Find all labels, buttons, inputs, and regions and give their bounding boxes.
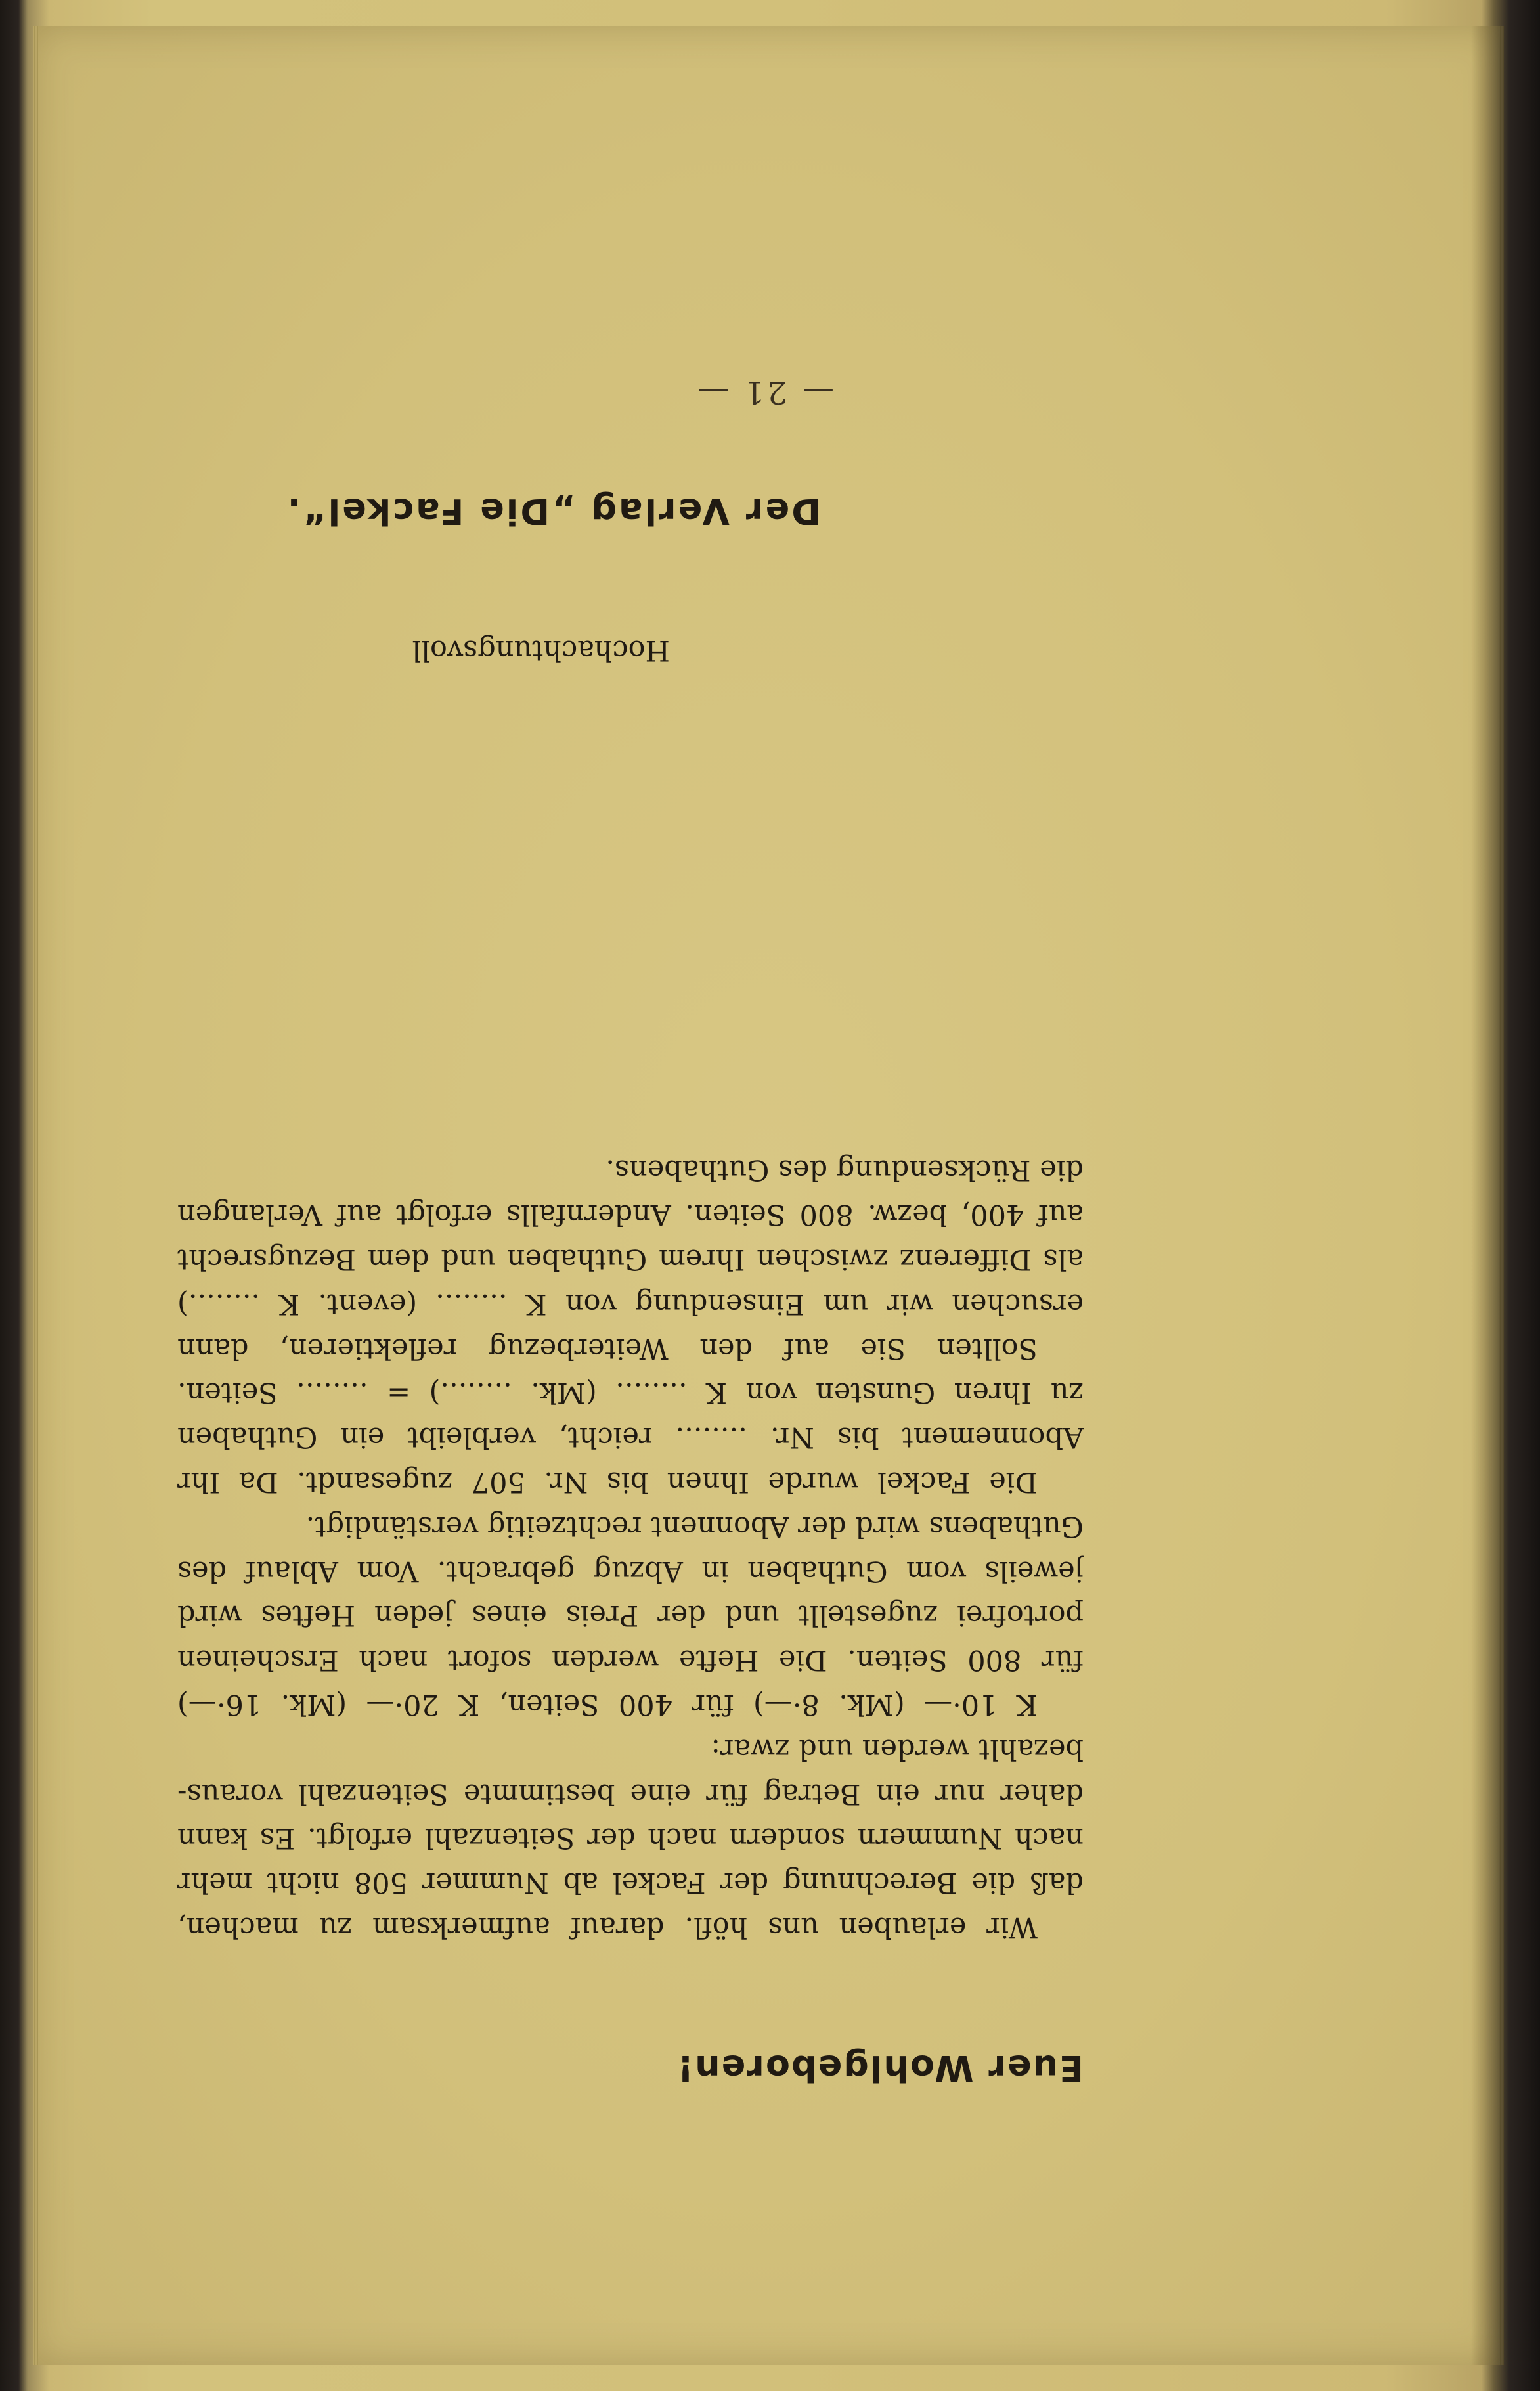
letter-line: portofrei zugestellt und der Preis eines jeden Heftes wird	[177, 1599, 1084, 1632]
letter-line: die Rücksendung des Guthabens.	[605, 1153, 1084, 1187]
letter-line: nach Nummern sondern nach der Seitenzahl erfolgt. Es kann	[177, 1821, 1084, 1855]
letter-line: jeweils vom Guthaben in Abzug gebracht. Vom Ablauf des	[177, 1554, 1084, 1588]
letter-line: Sollten Sie auf den Weiterbezug reflektieren, dann	[177, 1331, 1038, 1365]
letter-line: Guthabens wird der Abonnent rechtzeitig verständigt.	[305, 1509, 1084, 1543]
signature: Der Verlag „Die Fackel“.	[285, 491, 821, 532]
letter-line: ersuchen wir um Einsendung von K ........ (event. K ........)	[177, 1287, 1084, 1320]
letter-line: auf 400, bezw. 800 Seiten. Andernfalls erfolgt auf Verlangen	[177, 1198, 1084, 1232]
page-number: — 21 —	[695, 374, 834, 411]
document-page	[33, 26, 1504, 2365]
letter-line: Die Fackel wurde Ihnen bis Nr. 507 zugesandt. Da Ihr	[177, 1465, 1038, 1499]
letter-line: daher nur ein Betrag für eine bestimmte Seitenzahl voraus-	[177, 1777, 1084, 1810]
letter-line: zu Ihren Gunsten von K ........ (Mk. ........) = ........ Seiten.	[177, 1376, 1084, 1410]
letter-line: K 10·— (Mk. 8·—) für 400 Seiten, K 20·— (Mk. 16·—)	[177, 1688, 1038, 1722]
letter-line: für 800 Seiten. Die Hefte werden sofort nach Erscheinen	[177, 1643, 1084, 1677]
letter-line: daß die Berechnung der Fackel ab Nummer 508 nicht mehr	[177, 1866, 1084, 1900]
letter-line: Wir erlauben uns höfl. darauf aufmerksam zu machen,	[177, 1911, 1038, 1944]
page-content-rotated	[33, 26, 1504, 2365]
closing-phrase: Hochachtungsvoll	[412, 634, 670, 667]
letter-line: bezahlt werden und zwar:	[711, 1732, 1084, 1766]
binding-fold-shadow	[1471, 26, 1504, 2365]
letter-body	[177, 1148, 1084, 2089]
salutation: Euer Wohlgeboren!	[676, 2047, 1084, 2089]
letter-line: Abonnement bis Nr. ........ reicht, verbleibt ein Guthaben	[177, 1421, 1084, 1454]
letter-line: als Differenz zwischen Ihrem Guthaben und dem Bezugsrecht	[177, 1243, 1084, 1276]
